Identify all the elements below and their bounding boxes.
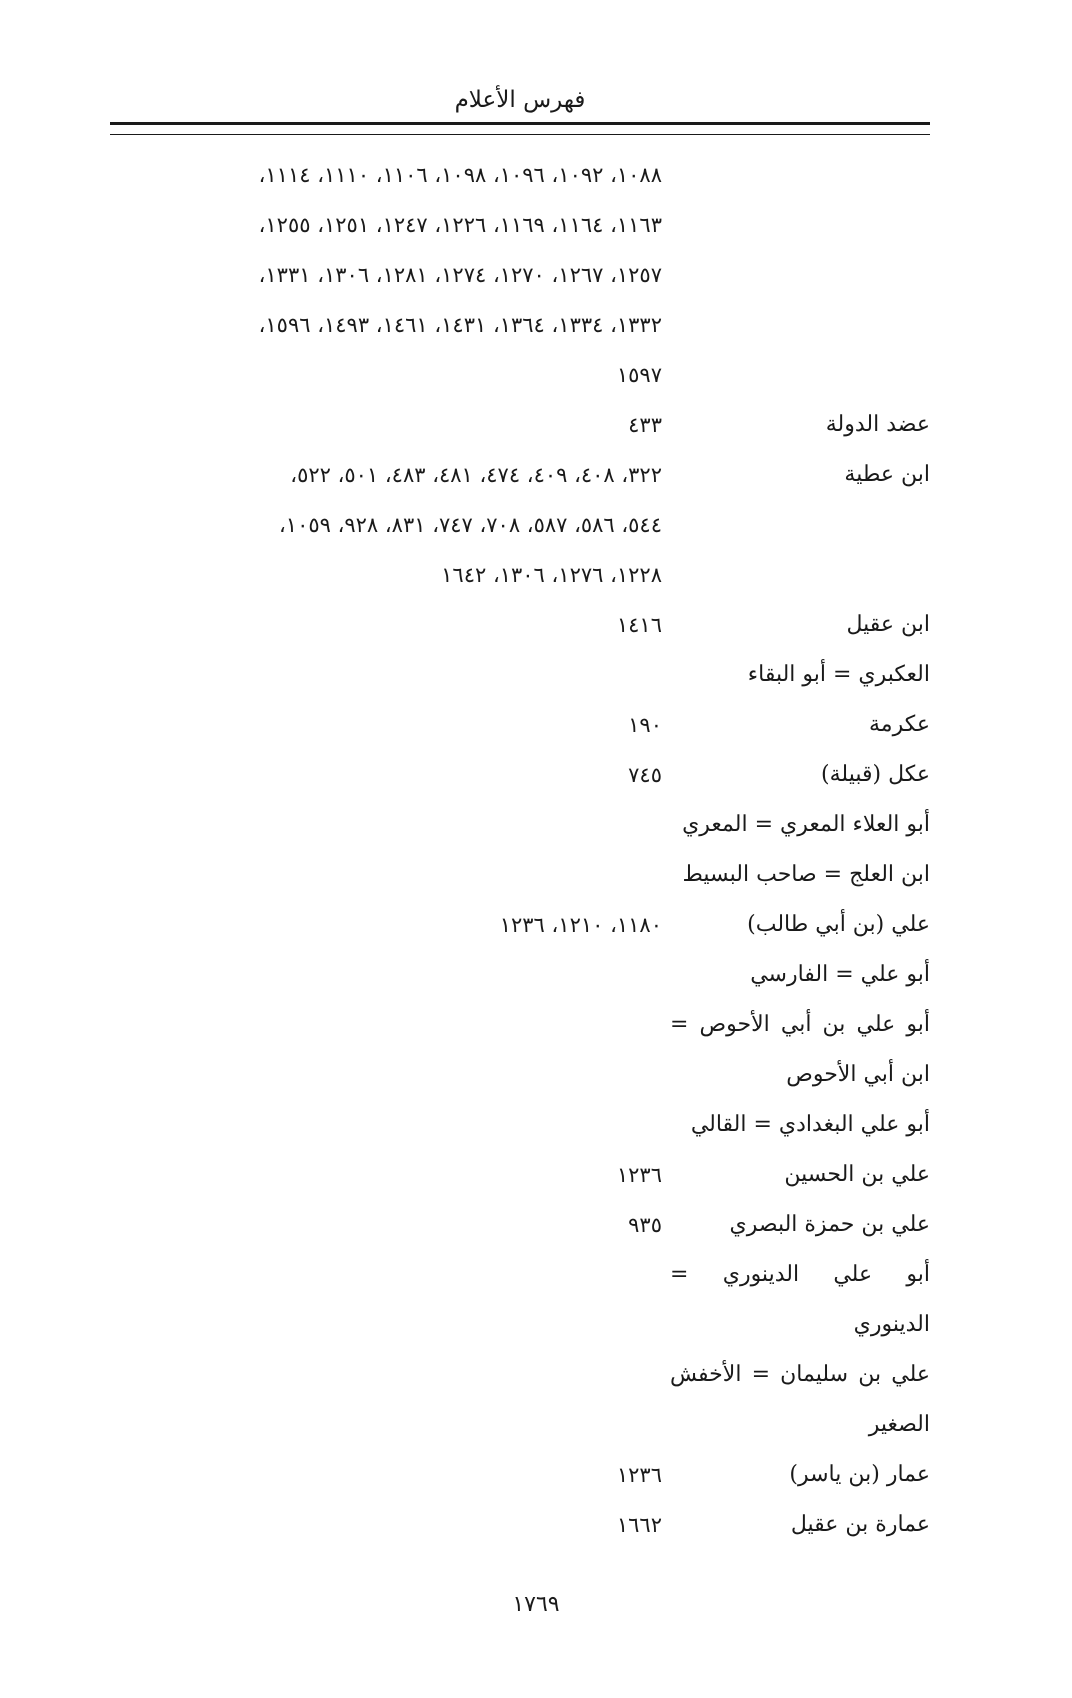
- index-entry: [0, 300, 1072, 350]
- entry-pages: ٣٢٢، ٤٠٨، ٤٠٩، ٤٧٤، ٤٨١، ٤٨٣، ٥٠١، ٥٢٢،: [290, 463, 662, 487]
- entry-pages: ١٤١٦: [616, 613, 662, 637]
- index-entry: [0, 550, 1072, 600]
- index-entry: [0, 800, 1072, 850]
- entry-pages: ٥٤٤، ٥٨٦، ٥٨٧، ٧٠٨، ٧٤٧، ٨٣١، ٩٢٨، ١٠٥٩،: [279, 513, 662, 537]
- header-rule-thin: [110, 134, 930, 135]
- entry-name: الصغير: [868, 1412, 930, 1437]
- entry-name: العكبري = أبو البقاء: [747, 662, 930, 687]
- entry-name: الدينوري: [853, 1312, 930, 1337]
- page-number: ١٧٦٩: [512, 1592, 560, 1617]
- index-entry: [0, 1300, 1072, 1350]
- index-entry: [0, 400, 1072, 450]
- index-entry: [0, 500, 1072, 550]
- entry-name: عمار (بن ياسر): [789, 1462, 930, 1487]
- index-entry: [0, 1150, 1072, 1200]
- index-entry: [0, 750, 1072, 800]
- index-entry: [0, 450, 1072, 500]
- index-entry: [0, 150, 1072, 200]
- entry-name: ابن عطية: [844, 462, 930, 487]
- entry-pages: ١٦٦٢: [616, 1513, 662, 1537]
- entry-pages: ١١٨٠، ١٢١٠، ١٢٣٦: [499, 913, 662, 937]
- entry-name: عكل (قبيلة): [821, 762, 930, 787]
- index-entry: [0, 850, 1072, 900]
- index-entry: [0, 1400, 1072, 1450]
- index-entry: [0, 200, 1072, 250]
- index-entry: [0, 250, 1072, 300]
- entry-name: عكرمة: [869, 712, 930, 737]
- entry-pages: ١٢٣٦: [616, 1163, 662, 1187]
- index-entry: [0, 1250, 1072, 1300]
- entry-pages: ١٠٨٨، ١٠٩٢، ١٠٩٦، ١٠٩٨، ١١٠٦، ١١١٠، ١١١٤،: [258, 163, 662, 187]
- index-list: [0, 150, 1072, 1550]
- entry-pages: ١٣٣٢، ١٣٣٤، ١٣٦٤، ١٤٣١، ١٤٦١، ١٤٩٣، ١٥٩٦،: [258, 313, 662, 337]
- entry-name: عمارة بن عقيل: [790, 1512, 930, 1537]
- index-entry: [0, 1000, 1072, 1050]
- entry-pages: ١١٦٣، ١١٦٤، ١١٦٩، ١٢٢٦، ١٢٤٧، ١٢٥١، ١٢٥٥،: [258, 213, 662, 237]
- entry-pages: ١٢٣٦: [616, 1463, 662, 1487]
- index-entry: [0, 1500, 1072, 1550]
- index-entry: [0, 650, 1072, 700]
- index-entry: [0, 900, 1072, 950]
- entry-pages: ٩٣٥: [628, 1213, 662, 1237]
- entry-name: ابن أبي الأحوص: [786, 1062, 930, 1087]
- entry-name: ابن عقيل: [846, 612, 930, 637]
- index-entry: [0, 700, 1072, 750]
- entry-name: علي (بن أبي طالب): [747, 912, 930, 937]
- index-entry: [0, 1100, 1072, 1150]
- entry-pages: ١٥٩٧: [616, 363, 662, 387]
- entry-pages: ١٢٢٨، ١٢٧٦، ١٣٠٦، ١٦٤٢: [441, 563, 662, 587]
- entry-name: عضد الدولة: [825, 412, 930, 437]
- entry-pages: ١٢٥٧، ١٢٦٧، ١٢٧٠، ١٢٧٤، ١٢٨١، ١٣٠٦، ١٣٣١،: [258, 263, 662, 287]
- running-head: فهرس الأعلام: [454, 87, 586, 113]
- index-entry: [0, 350, 1072, 400]
- index-entry: [0, 1050, 1072, 1100]
- entry-name: علي بن حمزة البصري: [729, 1212, 930, 1237]
- entry-name: ابن العلج = صاحب البسيط: [682, 862, 930, 887]
- entry-name: علي بن سليمان = الأخفش: [670, 1362, 930, 1387]
- entry-name: علي بن الحسين: [784, 1162, 930, 1187]
- entry-name: أبو علي الدينوري =: [670, 1262, 930, 1287]
- index-entry: [0, 1450, 1072, 1500]
- index-entry: [0, 1350, 1072, 1400]
- entry-pages: ١٩٠: [628, 713, 662, 737]
- entry-name: أبو علي = الفارسي: [750, 962, 930, 987]
- index-entry: [0, 600, 1072, 650]
- entry-name: أبو علي بن أبي الأحوص =: [670, 1012, 930, 1037]
- entry-name: أبو علي البغدادي = القالي: [690, 1112, 930, 1137]
- index-entry: [0, 950, 1072, 1000]
- header-rule-thick: [110, 122, 930, 125]
- entry-pages: ٧٤٥: [628, 763, 662, 787]
- index-entry: [0, 1200, 1072, 1250]
- entry-pages: ٤٣٣: [628, 413, 662, 437]
- entry-name: أبو العلاء المعري = المعري: [682, 812, 930, 837]
